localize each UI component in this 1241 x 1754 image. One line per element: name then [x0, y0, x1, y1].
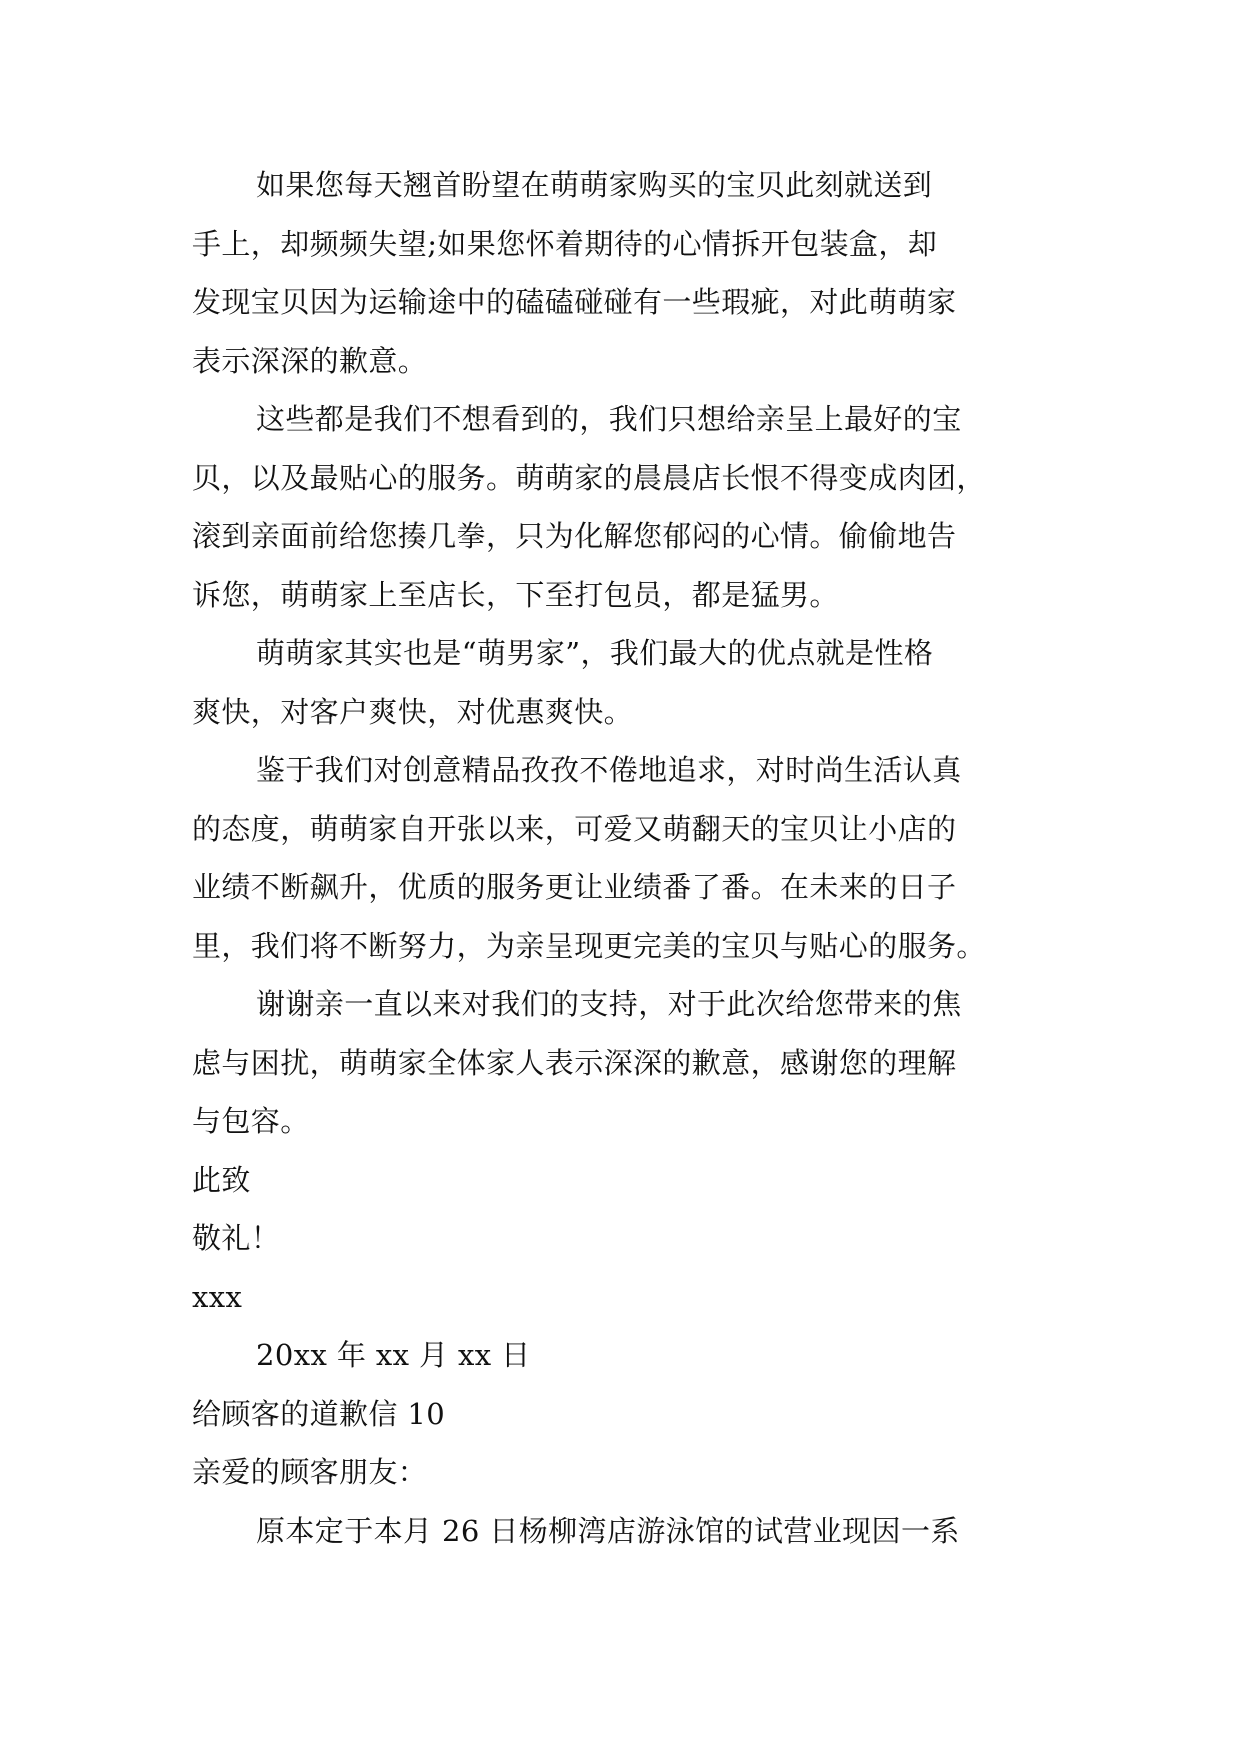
- paragraph-line: 如果您每天翘首盼望在萌萌家购买的宝贝此刻就送到: [256, 168, 933, 202]
- paragraph-line: 里，我们将不断努力，为亲呈现更完美的宝贝与贴心的服务。: [192, 928, 986, 963]
- paragraph-line: 手上，却频频失望;如果您怀着期待的心情拆开包装盒，却: [192, 226, 938, 261]
- signature-line: xxx: [192, 1279, 243, 1314]
- paragraph-line: 谢谢亲一直以来对我们的支持，对于此次给您带来的焦: [256, 987, 962, 1021]
- date-line: 20xx 年 xx 月 xx 日: [256, 1338, 531, 1372]
- closing-line: 此致: [192, 1162, 251, 1197]
- paragraph-line: 与包容。: [192, 1104, 310, 1138]
- paragraph-line: 爽快，对客户爽快，对优惠爽快。: [192, 694, 634, 729]
- document-body: [192, 156, 1050, 1560]
- paragraph-line: 原本定于本月 26 日杨柳湾店游泳馆的试营业现因一系: [256, 1513, 960, 1548]
- paragraph-line: 表示深深的歉意。: [192, 343, 428, 378]
- paragraph-line: 滚到亲面前给您揍几拳，只为化解您郁闷的心情。偷偷地告: [192, 519, 957, 553]
- paragraph-line: 发现宝贝因为运输途中的磕磕碰碰有一些瑕疵，对此萌萌家: [192, 285, 957, 319]
- greeting-line: 亲爱的顾客朋友：: [192, 1455, 428, 1489]
- paragraph-line: 虑与困扰，萌萌家全体家人表示深深的歉意，感谢您的理解: [192, 1045, 957, 1080]
- paragraph-line: 业绩不断飙升，优质的服务更让业绩番了番。在未来的日子: [192, 870, 957, 904]
- paragraph-line: 鉴于我们对创意精品孜孜不倦地追求，对时尚生活认真: [256, 753, 962, 787]
- paragraph-line: 的态度，萌萌家自开张以来，可爱又萌翻天的宝贝让小店的: [192, 811, 957, 846]
- paragraph-line: 萌萌家其实也是“萌男家”，我们最大的优点就是性格: [256, 636, 934, 670]
- paragraph-line: 这些都是我们不想看到的，我们只想给亲呈上最好的宝: [256, 402, 962, 436]
- paragraph-line: 贝，以及最贴心的服务。萌萌家的晨晨店长恨不得变成肉团，: [192, 460, 986, 495]
- salutation-line: 敬礼！: [192, 1221, 281, 1255]
- letter-title: 给顾客的道歉信 10: [192, 1396, 446, 1431]
- paragraph-line: 诉您，萌萌家上至店长，下至打包员，都是猛男。: [192, 577, 839, 612]
